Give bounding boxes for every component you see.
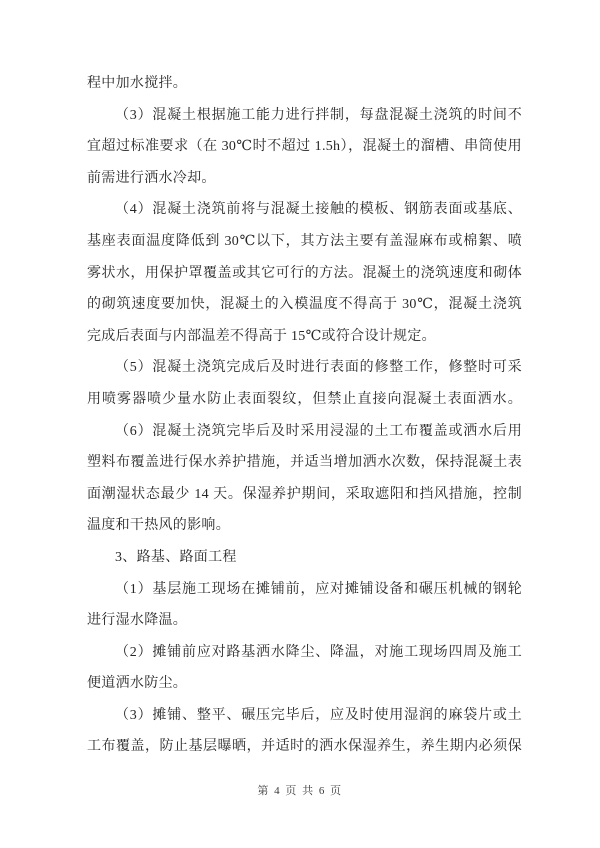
- document-body: [87, 68, 522, 763]
- paragraph: [87, 68, 522, 100]
- section-heading: [87, 542, 522, 574]
- text-line: （5）混凝土浇筑完成后及时进行表面的修整工作，修整时可采: [115, 360, 522, 376]
- text-line: 便道洒水防尘。: [87, 676, 188, 692]
- paragraph: [87, 637, 522, 700]
- paragraph: [87, 416, 522, 542]
- text-line: （3）混凝土根据施工能力进行拌制，每盘混凝土浇筑的时间不: [115, 107, 522, 123]
- paragraph: [87, 194, 522, 352]
- text-line: 程中加水搅拌。: [87, 76, 188, 91]
- text-line: 塑料布覆盖进行保水养护措施，并适当增加洒水次数，保持混凝土表: [87, 455, 522, 471]
- text-line: 温度和干热风的影响。: [87, 518, 230, 534]
- paragraph: [87, 574, 522, 637]
- page-number-footer: 第 4 页 共 6 页: [257, 785, 343, 797]
- paragraph: [87, 700, 522, 763]
- text-line: 基座表面温度降低到 30℃以下，其方法主要有盖湿麻布或棉絮、喷: [87, 233, 522, 249]
- text-line: 前需进行洒水冷却。: [87, 170, 216, 186]
- text-line: （2）摊铺前应对路基洒水降尘、降温，对施工现场四周及施工: [115, 644, 522, 660]
- text-line: （1）基层施工现场在摊铺前，应对摊铺设备和碾压机械的钢轮: [115, 581, 522, 597]
- text-line: （4）混凝土浇筑前将与混凝土接触的模板、钢筋表面或基底、: [115, 202, 522, 218]
- text-line: 工布覆盖，防止基层曝晒，并适时的洒水保湿养生，养生期内必须保: [87, 739, 522, 755]
- text-line: 用喷雾器喷少量水防止表面裂纹，但禁止直接向混凝土表面洒水。: [87, 391, 522, 407]
- text-line: 的砌筑速度要加快，混凝土的入模温度不得高于 30℃，混凝土浇筑: [87, 297, 522, 313]
- text-line: 雾状水，用保护罩覆盖或其它可行的方法。混凝土的浇筑速度和砌体: [87, 265, 522, 281]
- text-line: 完成后表面与内部温差不得高于 15℃或符合设计规定。: [87, 328, 436, 344]
- text-line: 3、路基、路面工程: [115, 549, 237, 565]
- text-line: （6）混凝土浇筑完毕后及时采用浸湿的土工布覆盖或洒水后用: [115, 423, 522, 439]
- paragraph: [87, 100, 522, 195]
- text-line: （3）摊铺、整平、碾压完毕后，应及时使用湿润的麻袋片或土: [115, 707, 522, 723]
- text-line: 宜超过标准要求（在 30℃时不超过 1.5h），混凝土的溜槽、串筒使用: [87, 139, 522, 155]
- paragraph: [87, 352, 522, 415]
- text-line: 面潮湿状态最少 14 天。保湿养护期间，采取遮阳和挡风措施，控制: [87, 486, 522, 502]
- text-line: 进行湿水降温。: [87, 613, 188, 629]
